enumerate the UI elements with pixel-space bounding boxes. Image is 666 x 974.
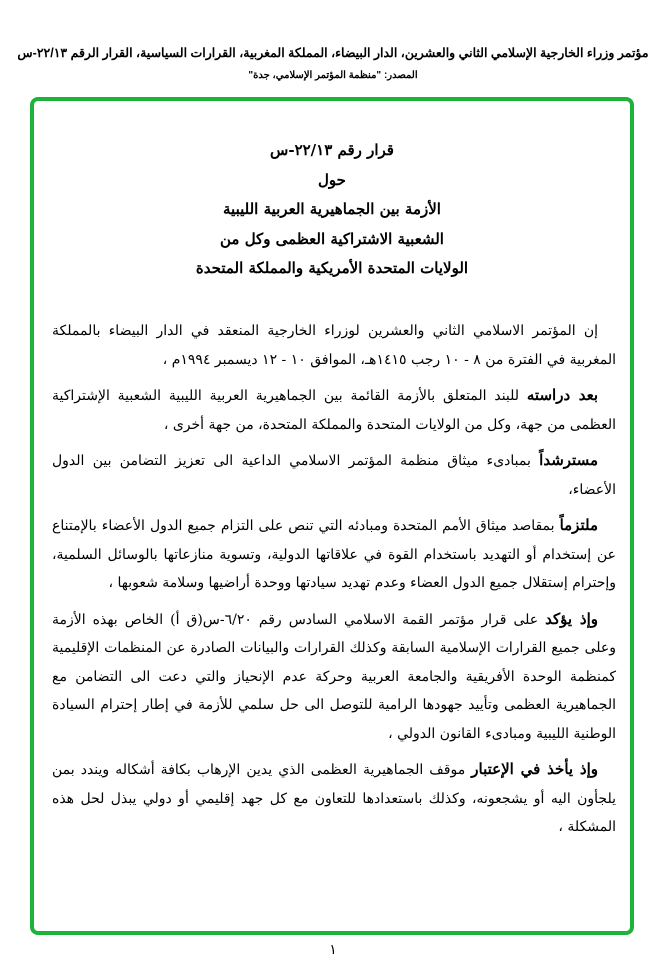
resolution-body — [52, 316, 616, 849]
paragraph-text: بمبادىء ميثاق منظمة المؤتمر الاسلامي الداعية الى تعزيز التضامن بين الدول الأعضاء، — [52, 453, 616, 498]
paragraph — [52, 605, 616, 749]
resolution-about: حول — [318, 170, 346, 189]
paragraph-text: بمقاصد ميثاق الأمم المتحدة ومبادئه التي تنص على التزام جميع الدول الأعضاء بالإمتناع عن إستخدام أو التهديد باستخدام القوة في علاقاتها الدولية، وتسوية منازعاتها بالوسائل السلمية، وإحترام إستقلال جميع الدول العضاء وعدم تهديد سيادتها ووحدة أراضيها وسلامة شعوبها ، — [52, 518, 616, 591]
resolution-subject-line: الشعبية الاشتراكية العظمى وكل من — [220, 229, 444, 248]
paragraph-lead: ملتزماً — [559, 516, 598, 534]
resolution-title-block — [30, 136, 634, 284]
paragraph — [52, 446, 616, 504]
paragraph — [52, 316, 616, 374]
resolution-subject-line: الأزمة بين الجماهيرية العربية الليبية — [223, 200, 441, 218]
paragraph — [52, 381, 616, 439]
paragraph-lead: وإذ يؤكد — [545, 609, 598, 628]
paragraph-lead: مسترشداً — [539, 451, 598, 469]
paragraph — [52, 511, 616, 598]
resolution-subject-line: الولايات المتحدة الأمريكية والمملكة المتحدة — [195, 259, 469, 277]
paragraph-lead: بعد دراسته — [526, 386, 598, 404]
paragraph-text: موقف الجماهيرية العظمى الذي يدين الإرهاب بكافة أشكاله ويندد بمن يلجأون اليه أو يشجعونه، وكذلك باستعدادها للتعاون مع كل جهد إقليمي أو دولي يبذل لحل هذه المشكلة ، — [52, 762, 616, 835]
paragraph — [52, 755, 616, 842]
paragraph-text: إن المؤتمر الاسلامي الثاني والعشرين لوزراء الخارجية المنعقد في الدار البيضاء بالمملكة المغربية في الفترة من ٨ - ١٠ رجب ١٤١٥هـ، الموافق ١٠ - ١٢ ديسمبر ١٩٩٤م ، — [52, 323, 616, 368]
paragraph-text: على قرار مؤتمر القمة الاسلامي السادس رقم ٦/٢٠-س(ق أ) الخاص بهذه الأزمة وعلى جميع القرارات الإسلامية السابقة وكذلك القرارات والبيانات الصادرة عن المنظمات الإقليمية كمنظمة الوحدة الأفريقية والجامعة العربية وحركة عدم الإنحياز والتي دعت الى التضامن مع الجماهيرية العظمى وتأييد جهودها الرامية للتوصل الى حل سلمي للأزمة في إطار إحترام السيادة الوطنية الليبية ومبادىء القانون الدولي ، — [52, 611, 616, 742]
source-header-title: مؤتمر وزراء الخارجية الإسلامي الثاني والعشرين، الدار البيضاء، المملكة المغربية، القرارات السياسية، القرار الرقم ٢٢/١٣-س — [17, 46, 649, 60]
paragraph-lead: وإذ يأخذ في الإعتبار — [471, 760, 598, 778]
resolution-number: قرار رقم ٢٢/١٣-س — [270, 141, 394, 159]
source-header-origin: المصدر: "منظمة المؤتمر الإسلامي، جدة" — [248, 70, 418, 81]
page-number: ١ — [329, 942, 337, 958]
paragraph-text: للبند المتعلق بالأزمة القائمة بين الجماهيرية العربية الليبية الشعبية الإشتراكية العظمى من جهة، وكل من الولايات المتحدة والمملكة المتحدة، من جهة أخرى ، — [52, 388, 616, 433]
